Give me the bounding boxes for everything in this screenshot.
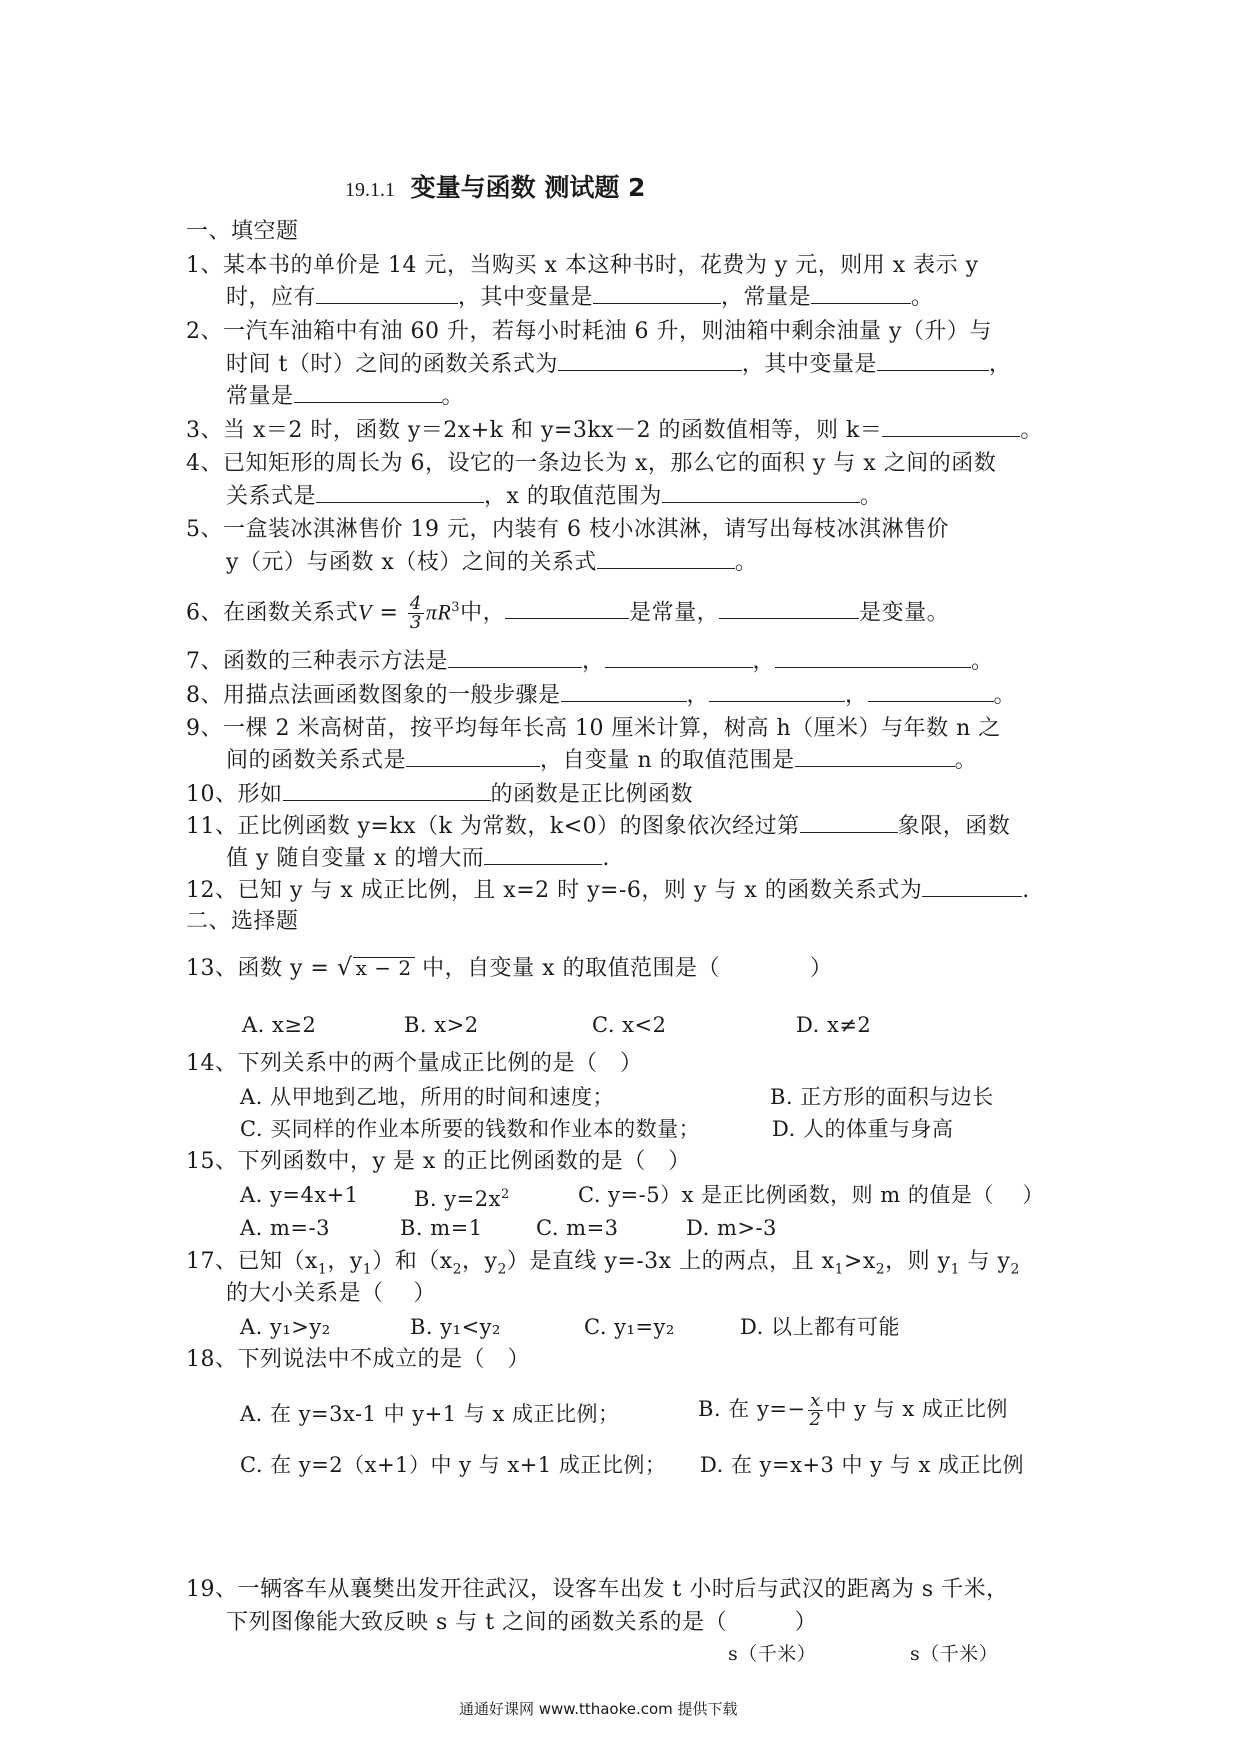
answer-blank[interactable] bbox=[800, 812, 898, 833]
question-14: 14、下列关系中的两个量成正比例的是（ ） bbox=[186, 1051, 643, 1076]
answer-blank[interactable] bbox=[558, 350, 742, 371]
q17-option-d[interactable]: D. 以上都有可能 bbox=[740, 1315, 900, 1339]
question-5-line-2: y（元）与函数 x（枝）之间的关系式 。 bbox=[226, 550, 758, 575]
question-11-line-1: 11、正比例函数 y=kx（k 为常数，k<0）的图象依次经过第 象限，函数 bbox=[186, 814, 1011, 839]
graph-axis-label-1: s（千米） bbox=[728, 1643, 817, 1665]
q14-option-d[interactable]: D. 人的体重与身高 bbox=[772, 1117, 954, 1141]
question-8: 8、用描点法画函数图象的一般步骤是 ， ， 。 bbox=[186, 683, 1017, 708]
answer-blank[interactable] bbox=[593, 283, 721, 304]
answer-blank[interactable] bbox=[316, 482, 484, 503]
answer-blank[interactable] bbox=[795, 746, 955, 767]
question-9-line-1: 9、一棵 2 米高树苗，按平均每年长高 10 厘米计算，树高 h（厘米）与年数 n 之 bbox=[186, 716, 1001, 741]
question-5-line-1: 5、一盒装冰淇淋售价 19 元，内装有 6 枝小冰淇淋，请写出每枝冰淇淋售价 bbox=[186, 517, 949, 542]
q17-option-b[interactable]: B. y₁<y₂ bbox=[410, 1315, 501, 1339]
answer-blank[interactable] bbox=[709, 681, 845, 702]
section-choice-heading: 二、选择题 bbox=[186, 909, 299, 934]
q16-option-d[interactable]: D. m>-3 bbox=[686, 1216, 777, 1240]
answer-blank[interactable] bbox=[505, 598, 629, 619]
answer-blank[interactable] bbox=[877, 350, 989, 371]
question-17-line-2: 的大小关系是（ ） bbox=[226, 1281, 436, 1306]
question-1-line-1: 1、某本书的单价是 14 元，当购买 x 本这种书时，花费为 y 元，则用 x 表示 y bbox=[186, 253, 979, 278]
answer-blank[interactable] bbox=[662, 482, 860, 503]
answer-blank[interactable] bbox=[882, 416, 1020, 437]
answer-blank[interactable] bbox=[922, 876, 1022, 897]
answer-blank[interactable] bbox=[775, 647, 971, 668]
q13-option-a[interactable]: A. x≥2 bbox=[242, 1013, 317, 1037]
answer-blank[interactable] bbox=[448, 647, 582, 668]
question-19-line-2: 下列图像能大致反映 s 与 t 之间的函数关系的是（ ） bbox=[226, 1610, 818, 1635]
answer-blank[interactable] bbox=[294, 382, 442, 403]
question-1-line-2: 时，应有 ，其中变量是 ，常量是 。 bbox=[226, 285, 934, 310]
q16-option-b[interactable]: B. m=1 bbox=[400, 1216, 483, 1240]
q16-option-c[interactable]: C. m=3 bbox=[536, 1216, 619, 1240]
q15-option-b[interactable]: B. $y=2x^2$ bbox=[414, 1187, 510, 1211]
page-footer: 通通好课网 www.tthaoke.com 提供下载 bbox=[459, 1700, 738, 1718]
q13-option-d[interactable]: D. x≠2 bbox=[796, 1013, 872, 1037]
question-6: 6、在函数关系式V = $\frac{4}{3}$ $\pi R^3$中， 是常量， 是变量。 bbox=[186, 592, 950, 633]
answer-blank[interactable] bbox=[561, 681, 687, 702]
question-19-line-1: 19、一辆客车从襄樊出发开往武汉，设客车出发 t 小时后与武汉的距离为 s 千米， bbox=[186, 1577, 1009, 1602]
q14-option-c[interactable]: C. 买同样的作业本所要的钱数和作业本的数量； bbox=[240, 1117, 701, 1141]
q17-option-c[interactable]: C. y₁=y₂ bbox=[584, 1315, 675, 1339]
answer-blank[interactable] bbox=[719, 598, 859, 619]
question-4-line-2: 关系式是 ，x 的取值范围为 。 bbox=[226, 484, 883, 509]
answer-blank[interactable] bbox=[868, 681, 994, 702]
q13-option-b[interactable]: B. x>2 bbox=[404, 1013, 479, 1037]
question-15: 15、下列函数中，y 是 x 的正比例函数的是（ ） bbox=[186, 1149, 691, 1174]
answer-blank[interactable] bbox=[316, 283, 458, 304]
q15-option-a[interactable]: A. y=4x+1 bbox=[240, 1183, 359, 1207]
section-fill-heading: 一、填空题 bbox=[186, 219, 299, 244]
question-9-line-2: 间的函数关系式是 ，自变量 n 的取值范围是 。 bbox=[226, 748, 978, 773]
question-12: 12、已知 y 与 x 成正比例，且 x=2 时 y=-6，则 y 与 x 的函数关系式为 . bbox=[186, 878, 1030, 903]
question-11-line-2: 值 y 随自变量 x 的增大而 . bbox=[226, 846, 610, 871]
q16-option-a[interactable]: A. m=-3 bbox=[240, 1216, 330, 1240]
q18-option-a[interactable]: A. 在 y=3x-1 中 y+1 与 x 成正比例； bbox=[240, 1402, 620, 1426]
question-13: 13、函数 y = √ x − 2 中，自变量 x 的取值范围是（ ） bbox=[186, 953, 833, 981]
fraction-four-thirds: $\frac{4}{3}$ bbox=[409, 592, 422, 633]
answer-blank[interactable] bbox=[406, 746, 540, 767]
question-10: 10、形如 的函数是正比例函数 bbox=[186, 782, 694, 807]
page-title bbox=[345, 168, 645, 204]
q13-option-c[interactable]: C. x<2 bbox=[592, 1013, 667, 1037]
q18-option-b[interactable]: B. 在 y=− $\frac{x}{2}$ 中 y 与 x 成正比例 bbox=[698, 1390, 1008, 1430]
question-17-line-1: 17、已知（$x_1$，$y_1$）和（$x_2$，$y_2$）是直线 y=-3x 上的两点，且 $x_1>x_2$，则 $y_1$ 与 $y_2$ bbox=[186, 1249, 1020, 1278]
q14-option-b[interactable]: B. 正方形的面积与边长 bbox=[770, 1085, 994, 1109]
q18-option-c[interactable]: C. 在 y=2（x+1）中 y 与 x+1 成正比例； bbox=[240, 1453, 667, 1477]
q15-option-c[interactable]: C. y=-5）x 是正比例函数，则 m 的值是（ ） bbox=[578, 1183, 1045, 1207]
answer-blank[interactable] bbox=[283, 780, 491, 801]
title-number: 19.1.1 bbox=[345, 179, 395, 201]
question-7: 7、函数的三种表示方法是 ， ， 。 bbox=[186, 649, 994, 674]
sqrt-expression: x − 2 bbox=[353, 957, 415, 978]
question-3: 3、当 x＝2 时，函数 y＝2x+k 和 y=3kx－2 的函数值相等，则 k＝ 。 bbox=[186, 418, 1043, 443]
answer-blank[interactable] bbox=[484, 844, 602, 865]
question-18: 18、下列说法中不成立的是（ ） bbox=[186, 1347, 530, 1372]
question-2-line-3: 常量是 。 bbox=[226, 384, 465, 409]
q14-option-a[interactable]: A. 从甲地到乙地，所用的时间和速度； bbox=[240, 1085, 615, 1109]
graph-axis-label-2: s（千米） bbox=[910, 1643, 999, 1665]
question-4-line-1: 4、已知矩形的周长为 6，设它的一条边长为 x，那么它的面积 y 与 x 之间的函数 bbox=[186, 451, 997, 476]
question-2-line-1: 2、一汽车油箱中有油 60 升，若每小时耗油 6 升，则油箱中剩余油量 y（升）与 bbox=[186, 319, 992, 344]
q18-option-d[interactable]: D. 在 y=x+3 中 y 与 x 成正比例 bbox=[700, 1453, 1024, 1477]
q17-option-a[interactable]: A. y₁>y₂ bbox=[240, 1315, 331, 1339]
answer-blank[interactable] bbox=[811, 283, 911, 304]
title-text: 变量与函数 测试题 2 bbox=[410, 173, 646, 202]
answer-blank[interactable] bbox=[605, 647, 753, 668]
fraction-x-over-2: $\frac{x}{2}$ bbox=[809, 1390, 822, 1430]
question-2-line-2: 时间 t（时）之间的函数关系式为 ，其中变量是 ， bbox=[226, 352, 1012, 377]
answer-blank[interactable] bbox=[597, 548, 735, 569]
